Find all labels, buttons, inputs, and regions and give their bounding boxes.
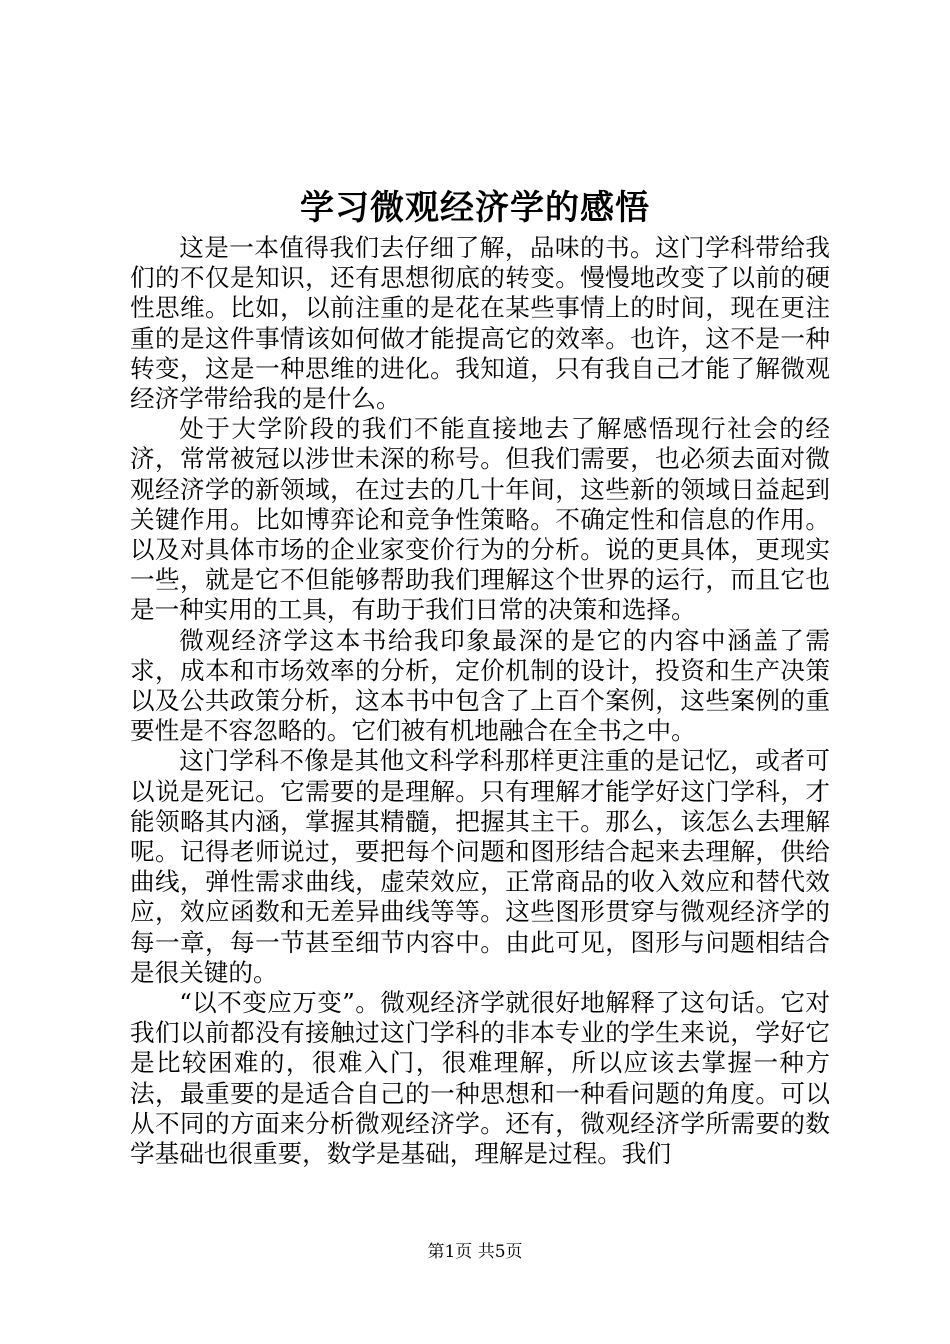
paragraph: 这门学科不像是其他文科学科那样更注重的是记忆，或者可以说是死记。它需要的是理解。只有理解才能学好这门学科，才能领略其内涵，掌握其精髓，把握其主干。那么，该怎么去理解呢。记得老师说过，要把每个问题和图形结合起来去理解，供给曲线，弹性需求曲线，虚荣效应，正常商品的收入效应和替代效应，效应函数和无差异曲线等等。这些图形贯穿与微观经济学的每一章，每一节甚至细节内容中。由此可见，图形与问题相结合是很关键的。 <box>130 746 830 987</box>
paragraph: 处于大学阶段的我们不能直接地去了解感悟现行社会的经济，常常被冠以涉世未深的称号。但我们需要，也必须去面对微观经济学的新领域，在过去的几十年间，这些新的领域日益起到关键作用。比如博弈论和竞争性策略。不确定性和信息的作用。以及对具体市场的企业家变价行为的分析。说的更具体，更现实一些，就是它不但能够帮助我们理解这个世界的运行，而且它也是一种实用的工具，有助于我们日常的决策和选择。 <box>130 414 830 625</box>
document-title: 学习微观经济学的感悟 <box>300 188 650 228</box>
document-body <box>130 233 830 1169</box>
paragraph: 这是一本值得我们去仔细了解，品味的书。这门学科带给我们的不仅是知识，还有思想彻底的转变。慢慢地改变了以前的硬性思维。比如，以前注重的是花在某些事情上的时间，现在更注重的是这件事情该如何做才能提高它的效率。也许，这不是一种转变，这是一种思维的进化。我知道，只有我自己才能了解微观经济学带给我的是什么。 <box>130 233 830 414</box>
page-number-footer: 第1页 共5页 <box>427 1242 523 1262</box>
paragraph: “以不变应万变”。微观经济学就很好地解释了这句话。它对我们以前都没有接触过这门学科的非本专业的学生来说，学好它是比较困难的，很难入门，很难理解，所以应该去掌握一种方法，最重要的是适合自己的一种思想和一种看问题的角度。可以从不同的方面来分析微观经济学。还有，微观经济学所需要的数学基础也很重要，数学是基础，理解是过程。我们 <box>130 988 830 1169</box>
paragraph: 微观经济学这本书给我印象最深的是它的内容中涵盖了需求，成本和市场效率的分析，定价机制的设计，投资和生产决策以及公共政策分析，这本书中包含了上百个案例，这些案例的重要性是不容忽略的。它们被有机地融合在全书之中。 <box>130 625 830 746</box>
